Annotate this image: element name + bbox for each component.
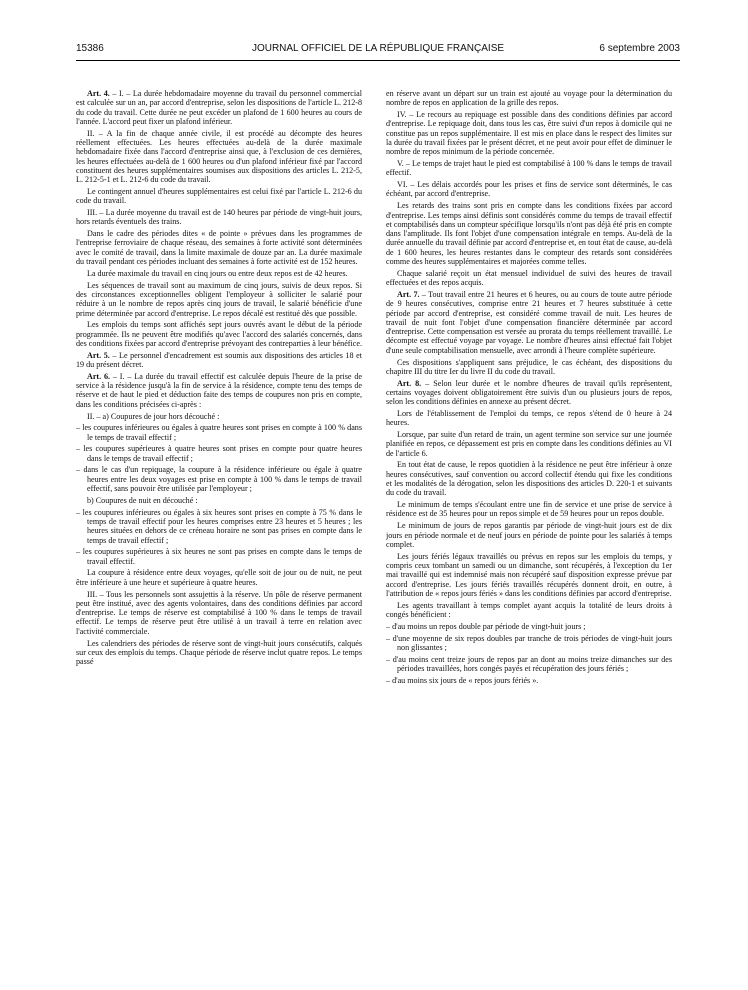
body-paragraph: La durée maximale du travail en cinq jours ou entre deux repos est de 42 heures. [87,268,348,278]
body-paragraph: Dans le cadre des périodes dites « de pointe » prévues dans les programmes de l'entreprise ferroviaire de chaque réseau, des semaines à forte activité sont déterminées avec le comité de travail, dans la limite maximale de douze par an. La durée maximale du travail pendant ces périodes incluant des semaines à forte activité est de 152 heures. [76,229,362,267]
body-paragraph: Les agents travaillant à temps complet ayant acquis la totalité de leurs droits à congés bénéficient : [386,600,672,619]
body-paragraph: b) Coupures de nuit en découché : [87,495,198,505]
list-item: – les coupures inférieures ou égales à six heures sont prises en compte à 75 % dans le temps de travail effectif pour les heures comprises entre 23 heures et 5 heures ; les heures situées en dehors de ce créneau horaire ne sont pas prises en compte dans le temps de travail effectif ; [76,507,362,545]
article-text: – I. – La durée hebdomadaire moyenne du travail du personnel commercial est calculée sur un an, par accord d'entreprise, selon les dispositions de l'article L. 212-8 du code du travail. Cette durée ne peut excéder un plafond de 1 600 heures au cours de l'année. L'accord peut fixer un plafond inférieur. [76,89,362,126]
article-number: Art. 6. [87,371,111,381]
article-number: Art. 5. [87,350,110,360]
list-item: – d'une moyenne de six repos doubles par tranche de trois périodes de vingt-huit jours non glissantes ; [386,633,672,652]
list-item: – les coupures supérieures à quatre heures sont prises en compte pour quatre heures dans le temps de travail effectif ; [76,444,362,463]
body-paragraph: Le contingent annuel d'heures supplémentaires est celui fixé par l'article L. 212-6 du code du travail. [76,186,362,206]
list-item: – dans le cas d'un repiquage, la coupure à la résidence inférieure ou égale à quatre heures entre les deux voyages est prise en compte à 100 % dans le temps de travail effectif, sans pouvoir être utilisée par l'employeur ; [76,465,362,494]
journal-title: JOURNAL OFFICIEL DE LA RÉPUBLIQUE FRANÇAISE [251,43,505,54]
body-paragraph: VI. – Les délais accordés pour les prises et fins de service sont déterminés, le cas échéant, par accord d'entreprise. [386,180,672,199]
body-paragraph: Le minimum de temps s'écoulant entre une fin de service et une prise de service à résidence est de 35 heures pour un repos simple et de 59 heures pour un repos double. [386,500,672,519]
list-item: – les coupures inférieures ou égales à quatre heures sont prises en compte à 100 % dans le temps de travail effectif ; [76,423,362,442]
list-item: – d'au moins six jours de « repos jours fériés ». [386,675,539,685]
body-paragraph: V. – Le temps de trajet haut le pied est comptabilisé à 100 % dans le temps de travail effectif. [386,159,672,178]
body-paragraph: IV. – Le recours au repiquage est possible dans des conditions définies par accord d'entreprise. Le repiquage doit, dans tous les cas, être suivi d'un repos à domicile qui ne constitue pas un repos supplémentaire. Il est mis en place dans le respect des limites sur la durée du travail fixées par le présent décret, et ne peut avoir pour effet de diminuer le nombre de repos minimum de la période concernée. [386,110,672,157]
page-number: 15386 [76,43,104,54]
body-paragraph: Lorsque, par suite d'un retard de train, un agent termine son service sur une journée planifiée en repos, ce dépassement est pris en compte dans les conditions définies au VI de l'article 6. [386,430,672,458]
article-number: Art. 8. [397,378,422,388]
body-paragraph: Chaque salarié reçoit un état mensuel individuel de suivi des heures de travail effectuées et des repos acquis. [386,268,672,288]
article-paragraph [386,379,672,407]
article-paragraph [386,290,672,355]
body-paragraph: En tout état de cause, le repos quotidien à la résidence ne peut être inférieur à onze heures consécutives, sauf convention ou accord collectif étendu qui fixe les conditions et les modalités de la dérogation, selon les dispositions des articles D. 220-1 et suivants du code du travail. [386,460,672,498]
body-paragraph: La coupure à résidence entre deux voyages, qu'elle soit de jour ou de nuit, ne peut être inférieure à une heure et supérieure à quatre heures. [76,568,362,587]
article-text: – Selon leur durée et le nombre d'heures de travail qu'ils représentent, certains voyages doivent obligatoirement être suivis d'un ou plusieurs jours de repos, selon les conditions définies en annexe au présent décret. [386,378,672,407]
right-column [386,89,672,969]
body-paragraph: II. – A la fin de chaque année civile, il est procédé au décompte des heures réellement effectuées. Les heures effectuées au-delà de la durée maximale hebdomadaire fixée dans l'accord d'entreprise ainsi que, à l'exclusion de ces dernières, les heures effectuées au-delà de 1 600 heures ou d'un plafond inférieur fixé par l'accord constituent des heures supplémentaires soumises aux dispositions des articles L. 212-5, L. 212-5-1 et L. 212-6 du code du travail. [76,128,362,185]
article-text: – I. – La durée du travail effectif est calculée depuis l'heure de la prise de service à la résidence jusqu'à la fin de service à la résidence, compte tenu des temps de réserve et de haut le pied et déduction faite des temps de coupures non pris en compte, dans les conditions précisées ci-après : [76,371,362,409]
page-header [76,43,680,59]
body-paragraph: II. – a) Coupures de jour hors découché : [87,411,220,421]
list-item: – les coupures supérieures à six heures ne sont pas prises en compte dans le temps de travail effectif. [76,547,362,566]
continued-paragraph: en réserve avant un départ sur un train est ajouté au voyage pour la détermination du nombre de repos en application de la grille des repos. [386,89,672,108]
body-paragraph: III. – Tous les personnels sont assujettis à la réserve. Un pôle de réserve permanent peut être institué, avec des agents volontaires, dans des conditions définies par accord d'entreprise. Le temps de réserve est comptabilisé à 100 % dans le temps de travail effectif. Le temps de réserve peut être utilisé à un travail à terre en relation avec l'activité commerciale. [76,589,362,636]
body-paragraph: Les calendriers des périodes de réserve sont de vingt-huit jours consécutifs, calqués sur ceux des emplois du temps. Chaque période de réserve inclut quatre repos. Le temps passé [76,638,362,667]
article-number: Art. 4. [87,89,110,98]
body-paragraph: Les emplois du temps sont affichés sept jours ouvrés avant le début de la période programmée. Ils ne peuvent être modifiés qu'avec l'accord des salariés concernés, dans des conditions fixées par accord d'entreprise prévoyant des contreparties à leur bénéfice. [76,320,362,348]
article-text: – Le personnel d'encadrement est soumis aux dispositions des articles 18 et 19 du présent décret. [76,350,362,370]
body-paragraph: Les séquences de travail sont au maximum de cinq jours, suivis de deux repos. Si des circonstances exceptionnelles obligent l'employeur à solliciter le salarié pour réduire à un le nombre de repos après cinq jours de travail, le salarié bénéficie d'une prime déterminée par accord d'entreprise. Le repos décalé est restitué dès que possible. [76,280,362,318]
body-paragraph: Ces dispositions s'appliquent sans préjudice, le cas échéant, des dispositions du chapitre III du titre Ier du livre II du code du travail. [386,357,672,376]
header-rule [76,60,680,61]
left-column [76,89,362,969]
body-paragraph: Les jours fériés légaux travaillés ou prévus en repos sur les emplois du temps, y compris ceux tombant un samedi ou un dimanche, sont récupérés, à l'exception du 1er mai travaillé qui est indemnisé mais non récupéré sauf disposition expresse prévue par accord d'entreprise. Les jours fériés travaillés récupérés donnent droit, en outre, à l'attribution de « repos jours fériés » dans les conditions définies par accord d'entreprise. [386,551,672,598]
list-item: – d'au moins cent treize jours de repos par an dont au moins treize dimanches sur des périodes travaillées, hors congés payés et récupération des jours fériés ; [386,654,672,673]
article-number: Art. 7. [397,289,420,299]
article-paragraph [76,89,362,126]
list-item: – d'au moins un repos double par période de vingt-huit jours ; [386,621,586,631]
body-paragraph: Les retards des trains sont pris en compte dans les conditions fixées par accord d'entreprise. Les temps ainsi définis sont considérés comme du temps de travail effectif et comptabilisés dans un compteur spécifique lorsqu'ils n'ont pas déjà été pris en compte dans l'amplitude. Ils font l'objet d'une compensation intégrale en temps. Au-delà de la durée annuelle du travail définie par accord d'entreprise et, en tout état de cause, au-delà de 1 600 heures, les heures restantes dans le compteur des retards sont considérées comme des heures supplémentaires et majorées comme telles. [386,201,672,267]
body-paragraph: Lors de l'établissement de l'emploi du temps, ce repos s'étend de 0 heure à 24 heures. [386,409,672,428]
publication-date: 6 septembre 2003 [599,43,680,54]
body-paragraph: III. – La durée moyenne du travail est de 140 heures par période de vingt-huit jours, hors retards éventuels des trains. [76,208,362,227]
article-text: – Tout travail entre 21 heures et 6 heures, ou au cours de toute autre période de 9 heures consécutives, comprise entre 21 heures et 7 heures substituée à cette période par accord d'entreprise, est considéré comme travail de nuit. Les heures de travail de nuit font l'objet d'une compensation financière déterminée par accord d'entreprise. Cette compensation est versée au prorata du temps réellement travaillé. Le décompte est effectué voyage par voyage. Le nombre d'heures ainsi effectué fait l'objet d'une seule comptabilisation mensuelle, avec arrondi à l'heure complète supérieure. [386,289,672,355]
article-paragraph [76,351,362,370]
article-paragraph [76,372,362,409]
body-paragraph: Le minimum de jours de repos garantis par période de vingt-huit jours est de dix jours en période normale et de neuf jours en période de pointe pour les salariés à temps complet. [386,521,672,549]
